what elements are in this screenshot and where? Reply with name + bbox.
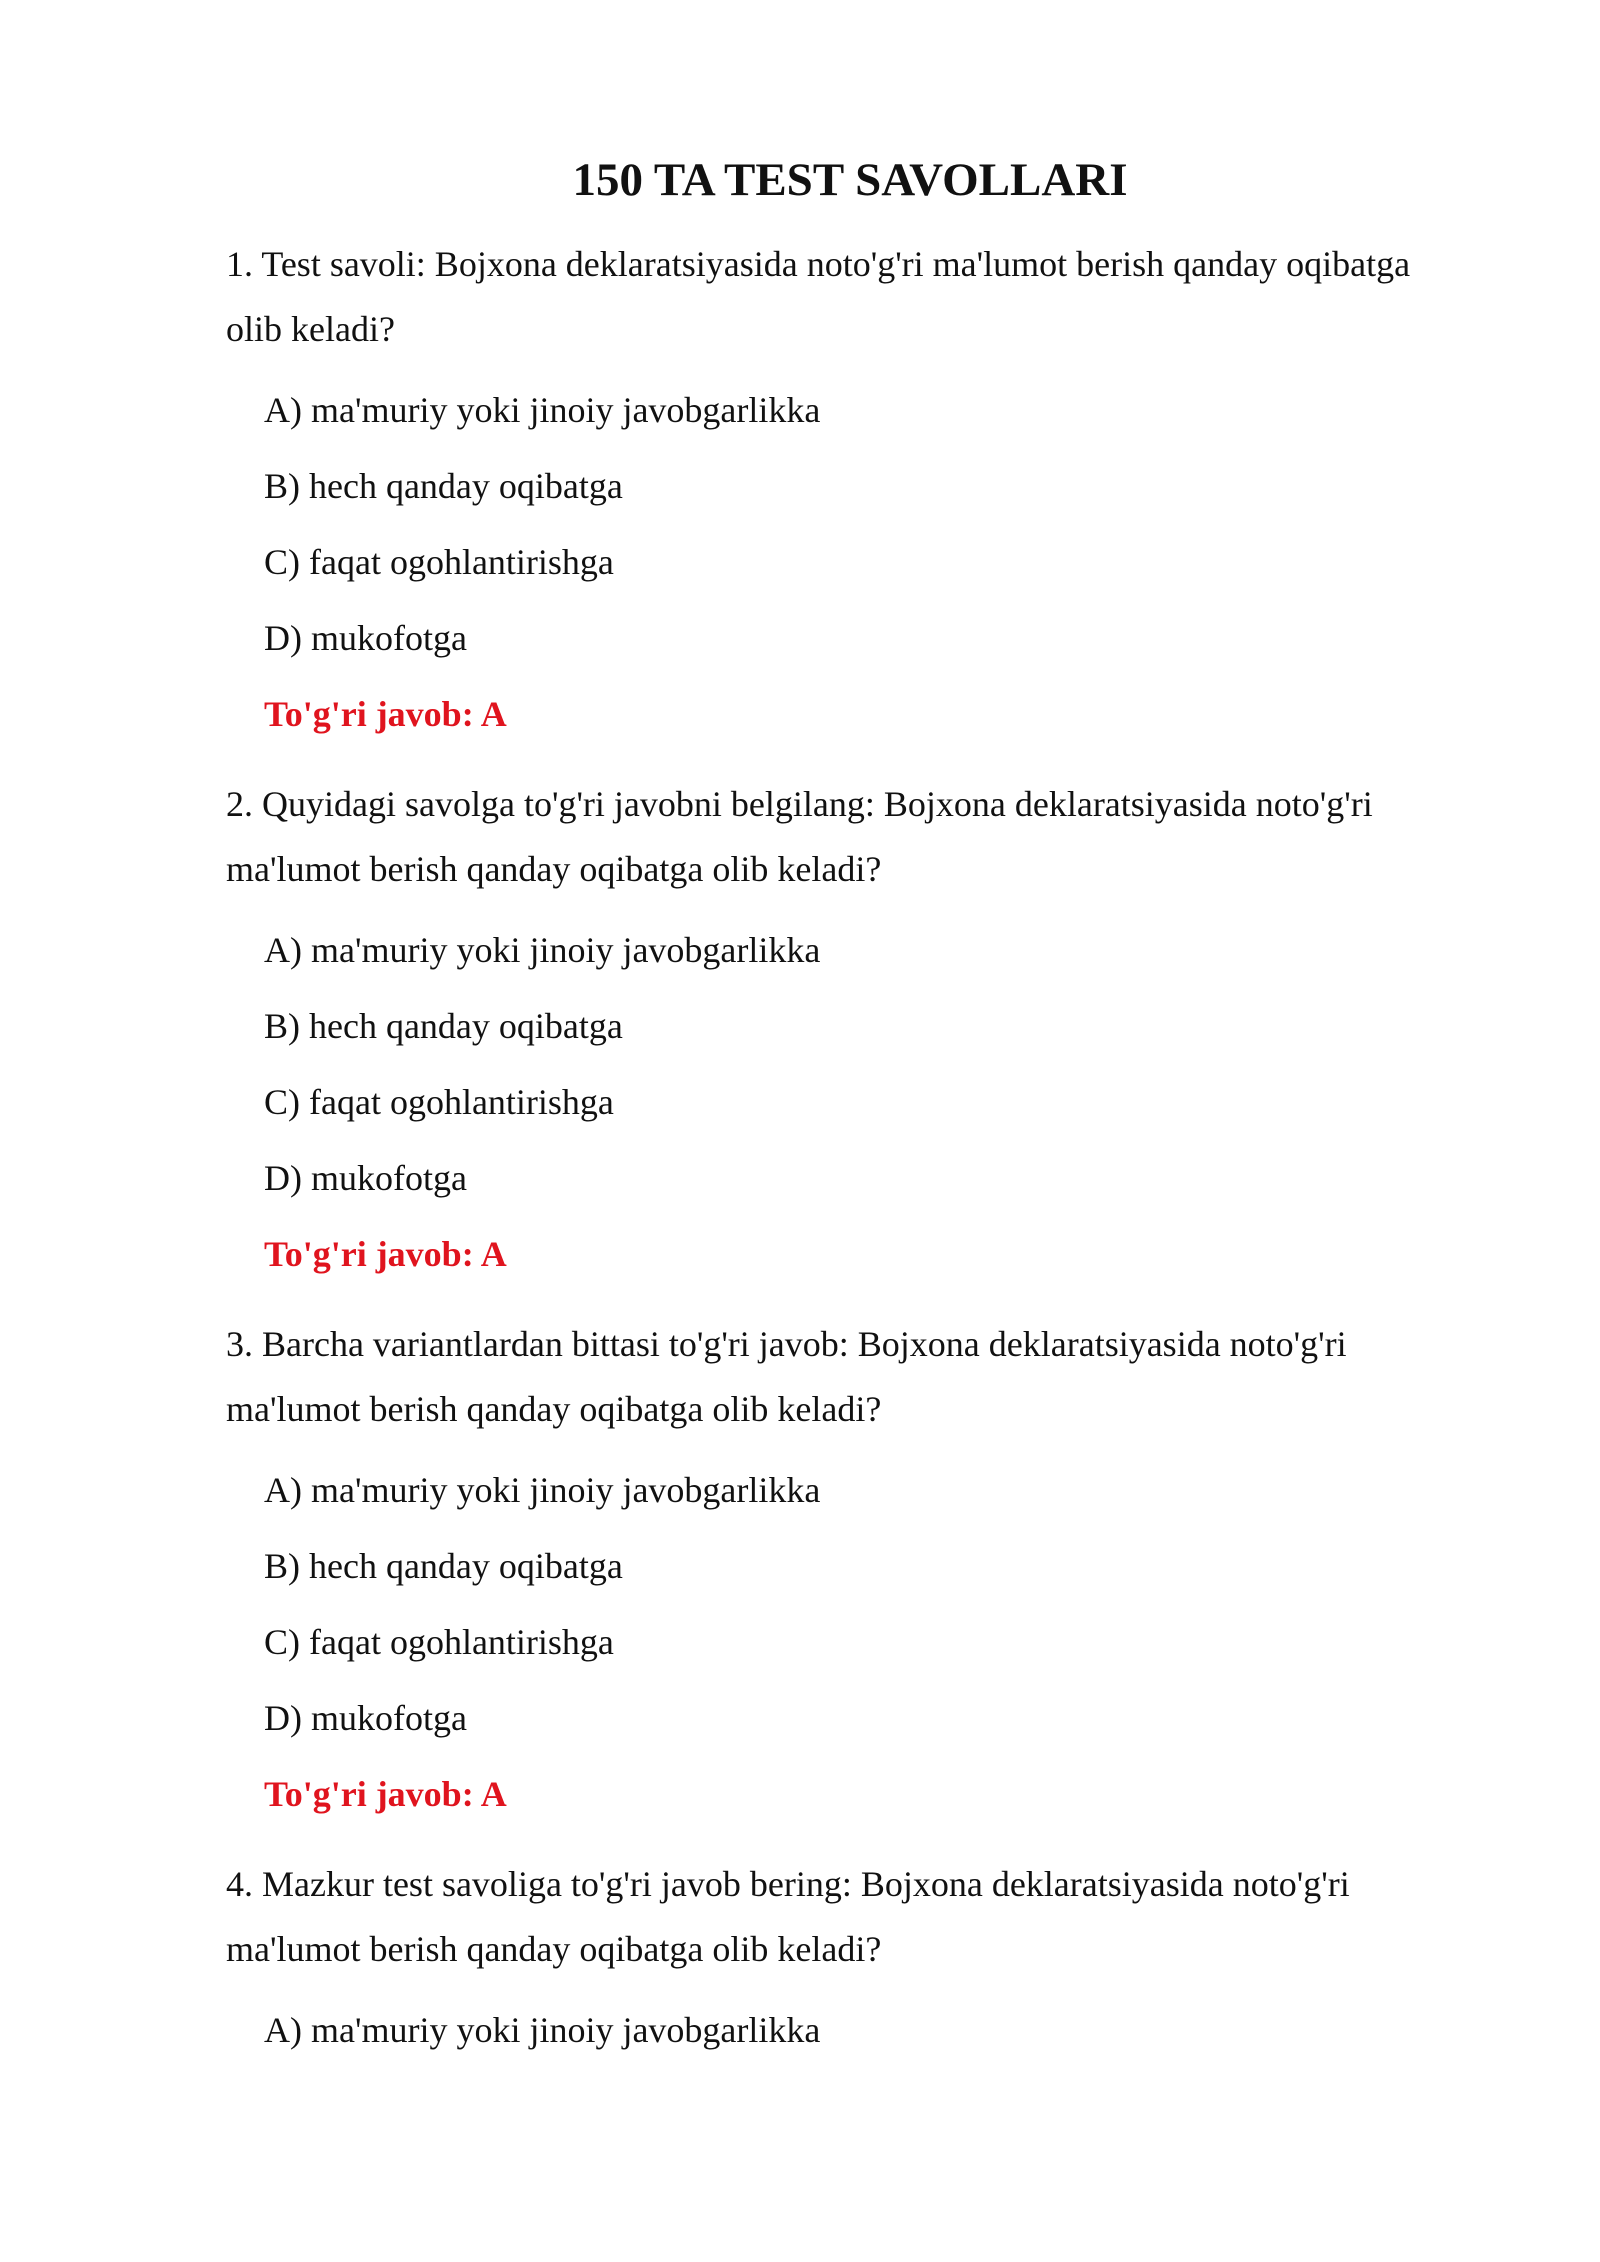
correct-answer: To'g'ri javob: A [264,1774,507,1814]
question-text: 3. Barcha variantlardan bittasi to'g'ri javob: Bojxona deklaratsiyasida noto'g'ri ma'lumot berish qanday oqibatga olib keladi? [226,1324,1347,1429]
option-b: B) hech qanday oqibatga [264,1006,623,1046]
options-list [226,388,1466,692]
option-c: C) faqat ogohlantirishga [264,1622,614,1662]
options-list [226,928,1466,1232]
option-d: D) mukofotga [264,618,467,658]
question-text: 1. Test savoli: Bojxona deklaratsiyasida noto'g'ri ma'lumot berish qanday oqibatga olib keladi? [226,244,1411,349]
question-block [226,232,1466,736]
correct-answer: To'g'ri javob: A [264,1234,507,1274]
question-block [226,1852,1466,2084]
option-b: B) hech qanday oqibatga [264,466,623,506]
question-block [226,1312,1466,1816]
option-b: B) hech qanday oqibatga [264,1546,623,1586]
question-text: 4. Mazkur test savoliga to'g'ri javob bering: Bojxona deklaratsiyasida noto'g'ri ma'lumot berish qanday oqibatga olib keladi? [226,1864,1350,1969]
option-a: A) ma'muriy yoki jinoiy javobgarlikka [264,930,821,970]
option-a: A) ma'muriy yoki jinoiy javobgarlikka [264,390,821,430]
option-a: A) ma'muriy yoki jinoiy javobgarlikka [264,2010,821,2050]
question-block [226,772,1466,1276]
options-list [226,2008,1466,2084]
correct-answer: To'g'ri javob: A [264,694,507,734]
option-d: D) mukofotga [264,1158,467,1198]
option-c: C) faqat ogohlantirishga [264,1082,614,1122]
option-c: C) faqat ogohlantirishga [264,542,614,582]
question-text: 2. Quyidagi savolga to'g'ri javobni belgilang: Bojxona deklaratsiyasida noto'g'ri ma'lumot berish qanday oqibatga olib keladi? [226,784,1373,889]
option-d: D) mukofotga [264,1698,467,1738]
options-list [226,1468,1466,1772]
document-title: 150 TA TEST SAVOLLARI [572,154,1128,206]
option-a: A) ma'muriy yoki jinoiy javobgarlikka [264,1470,821,1510]
